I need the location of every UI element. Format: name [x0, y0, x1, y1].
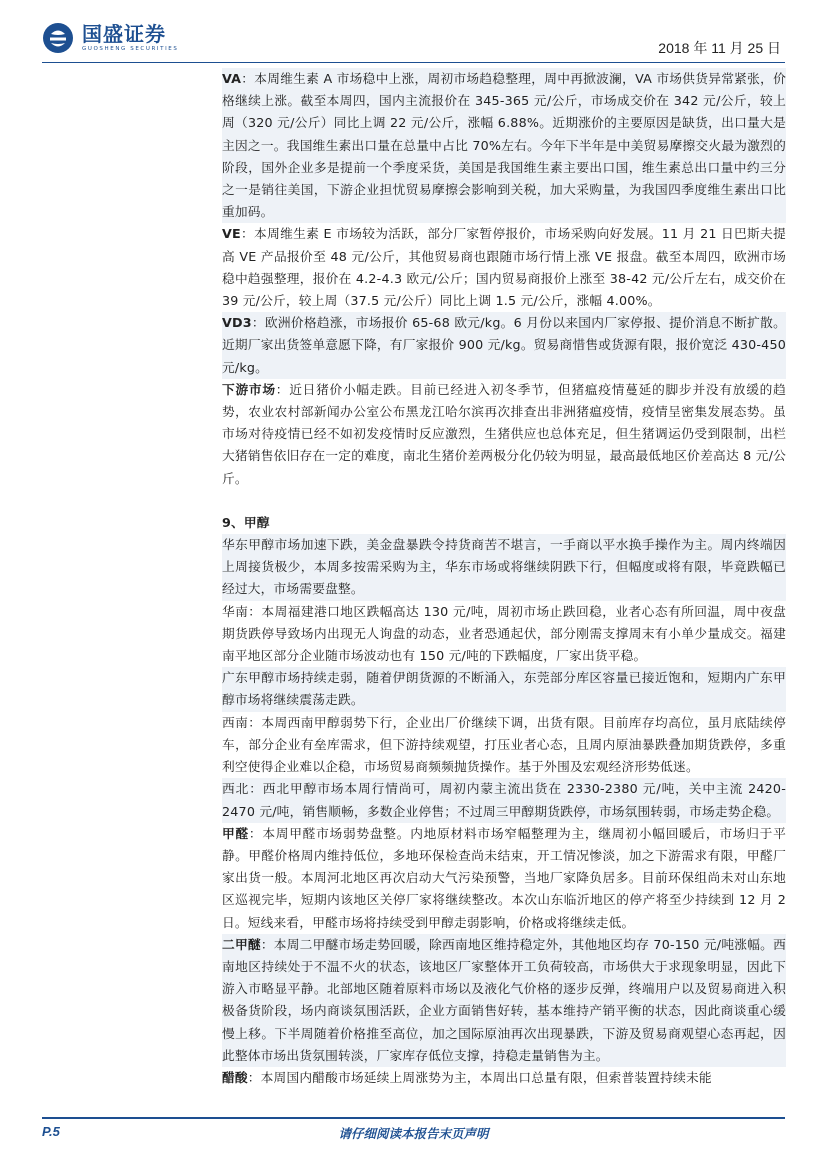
header-divider — [42, 62, 785, 63]
section-title: 9、甲醇 — [222, 514, 270, 530]
page-header — [0, 0, 827, 66]
report-date: 2018 年 11 月 25 日 — [658, 40, 781, 56]
label-va: VA — [222, 71, 242, 86]
paragraph-downstream — [222, 379, 786, 490]
paragraph-va — [222, 68, 786, 223]
label-downstream: 下游市场 — [222, 381, 276, 397]
paragraph-acetic — [222, 1067, 786, 1089]
paragraph-formaldehyde — [222, 823, 786, 934]
paragraph-methanol-south: 华南：本周福建港口地区跌幅高达 130 元/吨，周初市场止跌回稳，业者心态有所回温，周中夜盘期货跌停导致场内出现无人询盘的动态，业者恐通起伏，部分刚需支撑周末有小单少量成交。福建南平地区部分企业随市场波动也有 150 元/吨的下跌幅度，厂家出货平稳。 — [222, 603, 786, 664]
text-ve: ：本周维生素 E 市场较为活跃，部分厂家暂停报价，市场采购向好发展。11 月 21 日巴斯夫提高 VE 产品报价至 48 元/公斤，其他贸易商也跟随市场行情上涨 VE 报盘。截至本周四，欧洲市场稳中趋强整理，报价在 4.2-4.3 欧元/公斤；国内贸易商报价上涨至 38-42 元/公斤左右，成交价在 39 元/公斤，较上周（37.5 元/公斤）同比上调 1.5 元/公斤，涨幅 4.00%。 — [222, 226, 786, 309]
text-acetic: ：本周国内醋酸市场延续上周涨势为主，本周出口总量有限，但索普装置持续未能 — [247, 1069, 712, 1085]
footer-disclaimer: 请仔细阅读本报告末页声明 — [338, 1126, 489, 1141]
text-downstream: ：近日猪价小幅走跌。目前已经进入初冬季节，但猪瘟疫情蔓延的脚步并没有放缓的趋势，农业农村部新闻办公室公布黑龙江哈尔滨再次排查出非洲猪瘟疫情，疫情呈密集发展态势。虽市场对待疫情已经不如初发疫情时反应激烈，生猪供应也总体充足，但生猪调运仍受到限制，出栏大猪销售依旧存在一定的难度，南北生猪价差两极分化仍较为明显，最高最低地区价差高达 8 元/公斤。 — [222, 381, 786, 486]
label-vd3: VD3 — [222, 315, 252, 331]
label-formaldehyde: 甲醛 — [222, 825, 249, 841]
report-body — [222, 68, 786, 1089]
text-vd3: ：欧洲价格趋涨，市场报价 65-68 欧元/kg。6 月份以来国内厂家停报、提价消息不断扩散。近期厂家出货签单意愿下降，有厂家报价 900 元/kg。贸易商惜售或货源有限，报价宽泛 430-450 元/kg。 — [222, 315, 786, 375]
label-acetic: 醋酸 — [222, 1069, 248, 1085]
footer-divider — [42, 1117, 785, 1119]
paragraph-ve — [222, 223, 786, 312]
paragraph-methanol-east: 华东甲醇市场加速下跌，美金盘暴跌令持货商苦不堪言，一手商以平水换手操作为主。周内终端因上周接货极少，本周多按需采购为主，华东市场或将继续阴跌下行，但幅度或将有限，毕竟跌幅已经过大，市场需要盘整。 — [222, 534, 786, 601]
logo-subtitle: GUOSHENG SECURITIES — [82, 45, 179, 52]
text-dme: ：本周二甲醚市场走势回暖，除西南地区维持稳定外，其他地区均存 70-150 元/吨涨幅。西南地区持续处于不温不火的状态，该地区厂家整体开工负荷较高，市场供大于求现象明显，因此下游入市略显平静。北部地区随着原料市场以及液化气价格的逐步反弹，终端用户以及贸易商进入积极备货阶段，场内商谈氛围活跃，企业方面销售好转，基本维持产销平衡的状态，因此商谈重心缓慢上移。下半周随着价格推至高位，加之国际原油再次出现暴跌，下游及贸易商观望心态再起，因此整体市场出货氛围转淡，厂家库存低位支撑，持稳走量销售为主。 — [222, 936, 786, 1063]
paragraph-methanol-northwest: 西北：西北甲醇市场本周行情尚可，周初内蒙主流出货在 2330-2380 元/吨，关中主流 2420-2470 元/吨，销售顺畅，多数企业停售；不过周三甲醇期货跌停，市场氛围转弱，市场走势企稳。 — [222, 778, 786, 822]
text-va: ：本周维生素 A 市场稳中上涨，周初市场趋稳整理，周中再掀波澜，VA 市场供货异常紧张，价格继续上涨。截至本周四，国内主流报价在 345-365 元/公斤，市场成交价在 342 元/公斤，较上周（320 元/公斤）同比上调 22 元/公斤，涨幅 6.88%。近期涨价的主要原因是缺货，出口量大是主因之一。我国维生素出口量在总量中占比 70%左右。今年下半年是中美贸易摩擦交火最为激烈的阶段，国外企业多是提前一个季度采货，美国是我国维生素主要出口国，维生素总出口量中约三分之一是销往美国，下游企业担忧贸易摩擦会影响到关税，加大采购量，为我国四季度维生素出口比重加码。 — [222, 71, 786, 220]
company-logo — [42, 22, 178, 54]
page-number: P.5 — [42, 1124, 60, 1139]
logo-name: 国盛证券 — [82, 21, 166, 46]
label-ve: VE — [222, 226, 241, 242]
paragraph-methanol-guangdong: 广东甲醇市场持续走弱，随着伊朗货源的不断涌入，东莞部分库区容量已接近饱和，短期内广东甲醇市场将继续震荡走跌。 — [222, 667, 786, 711]
text-formaldehyde: ：本周甲醛市场弱势盘整。内地原材料市场窄幅整理为主，继周初小幅回暖后，市场归于平静。甲醛价格周内维持低位，多地环保检查尚未结束，开工情况惨淡，加之下游需求有限，甲醛厂家出货一般。本周河北地区再次启动大气污染预警，当地厂家降负居多。目前环保组尚未对山东地区巡视完毕，短期内该地区关停厂家将继续整改。本次山东临沂地区的停产将至少持续到 12 月 2 日。短线来看，甲醛市场将持续受到甲醇走弱影响，价格或将继续走低。 — [222, 825, 786, 930]
paragraph-methanol-southwest: 西南：本周西南甲醇弱势下行，企业出厂价继续下调，出货有限。目前库存均高位，虽月底陆续停车，部分企业有垒库需求，但下游持续观望，打压业者心态，且周内原油暴跌叠加期货跌停，多重利空使得企业难以企稳，市场贸易商频频抛货操作。基于外围及宏观经济形势低迷。 — [222, 714, 786, 775]
paragraph-vd3 — [222, 312, 786, 379]
label-dme: 二甲醚 — [222, 936, 261, 952]
paragraph-dme — [222, 934, 786, 1067]
logo-icon — [42, 22, 74, 54]
